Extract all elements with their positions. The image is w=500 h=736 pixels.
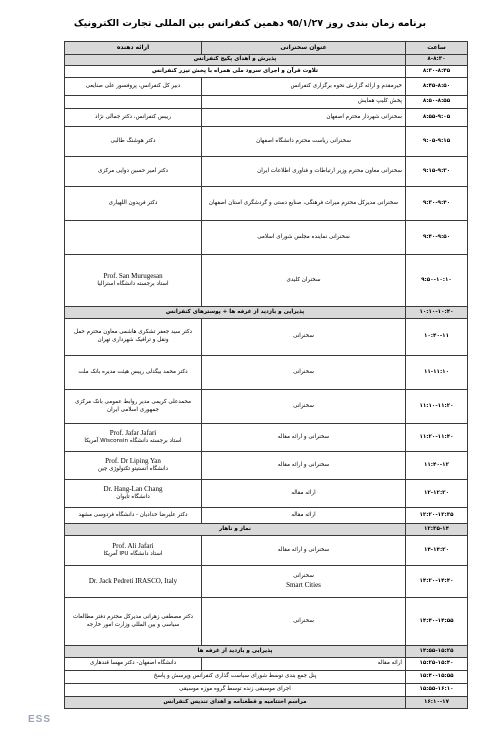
table-row	[65, 566, 468, 598]
topic-cell: پنل جمع بندی توسط شورای سیاست گذاری کنفرانس وپرسش و پاسخ	[65, 671, 406, 684]
table-row	[65, 671, 468, 684]
table-row	[65, 536, 468, 566]
topic-cell: ارائه مقاله	[202, 658, 406, 671]
time-cell: ۹:۴۰-۹:۵۰	[406, 221, 468, 255]
presenter-name-en: Dr. Jack Pedreti IRASCO, Italy	[88, 576, 178, 585]
time-cell: ۱۵:۲۵-۱۵:۴۰	[406, 658, 468, 671]
topic-cell: سخنرانی شهردار محترم اصفهان	[202, 109, 406, 127]
table-row	[65, 598, 468, 646]
schedule-table	[64, 41, 468, 709]
presenter-cell: دکتر امیر حسین دوایی مرکزی	[65, 157, 202, 187]
table-row	[65, 109, 468, 127]
topic-cell: سخنرانی	[202, 356, 406, 390]
topic-text-en: Smart Cities	[286, 580, 321, 589]
table-row	[65, 508, 468, 524]
presenter-affiliation: استاد برجسته دانشگاه Wisconsin آمریکا	[84, 438, 182, 445]
presenter-cell	[65, 536, 202, 566]
table-row	[65, 127, 468, 157]
topic-cell: سخنرانی و ارائه مقاله	[202, 452, 406, 480]
session-cell: تلاوت قرآن و اجرای سرود ملی همراه با پخش تیزر کنفرانس	[65, 66, 406, 78]
topic-cell: سخنرانی	[202, 598, 406, 646]
time-cell: ۱۲-۱۲:۲۰	[406, 480, 468, 508]
table-row	[65, 684, 468, 697]
time-cell: ۹:۵۰-۱۰:۱۰	[406, 255, 468, 307]
presenter-cell: دکتر هوشنگ طالبی	[65, 127, 202, 157]
presenter-cell: دکتر علیرضا حدادیان - دانشگاه فردوسی مشهد	[65, 508, 202, 524]
watermark-logo: ESS	[28, 714, 52, 725]
table-row	[65, 78, 468, 96]
time-cell: ۱۱:۴۰-۱۲	[406, 452, 468, 480]
topic-cell: پخش کلیپ همایش	[202, 96, 406, 109]
table-row	[65, 390, 468, 424]
presenter-cell: دکتر فریدون اللهیاری	[65, 187, 202, 221]
table-header-row	[65, 42, 468, 55]
presenter-cell: دانشگاه اصفهان- دکتر مهسا قندهاری	[65, 658, 202, 671]
header-presenter: ارائه دهنده	[65, 42, 202, 55]
topic-cell: سخنرانی و ارائه مقاله	[202, 424, 406, 452]
time-cell: ۱۴:۲۰-۱۴:۴۰	[406, 566, 468, 598]
time-cell: ۱۴-۱۴:۲۰	[406, 536, 468, 566]
presenter-cell: رییس کنفرانس، دکتر جمالی نژاد	[65, 109, 202, 127]
table-row	[65, 658, 468, 671]
table-row	[65, 524, 468, 536]
time-cell: ۱۲:۲۰-۱۲:۳۵	[406, 508, 468, 524]
presenter-cell: دکتر محمد بیگدلی رییس هیئت مدیره بانک ملت	[65, 356, 202, 390]
presenter-name-en: Prof. San Murugesan	[103, 272, 163, 280]
table-row	[65, 96, 468, 109]
session-cell: پذیرش و اهدای پکیج کنفرانس	[65, 55, 406, 66]
table-row	[65, 157, 468, 187]
presenter-affiliation: دانشگاه تایوان	[116, 494, 150, 501]
topic-cell: سخنرانی ریاست محترم دانشگاه اصفهان	[202, 127, 406, 157]
table-row	[65, 646, 468, 658]
topic-cell	[202, 566, 406, 598]
session-cell: پذیرایی و بازدید از غرفه ها	[65, 646, 406, 658]
time-cell: ۱۵:۴۰-۱۵:۵۵	[406, 671, 468, 684]
table-row	[65, 319, 468, 356]
presenter-cell: دبیر کل کنفرانس، پروفسور علی صنایعی	[65, 78, 202, 96]
topic-cell: سخنرانی مدیرکل محترم میراث فرهنگی، صنایع دستی و گردشگری استان اصفهان	[202, 187, 406, 221]
topic-cell: سخنرانی نماینده مجلس شورای اسلامی	[202, 221, 406, 255]
table-row	[65, 697, 468, 709]
time-cell: ۹:۰۵-۹:۱۵	[406, 127, 468, 157]
presenter-cell	[65, 452, 202, 480]
topic-cell: سخنرانی	[202, 390, 406, 424]
table-row	[65, 424, 468, 452]
table-row	[65, 66, 468, 78]
presenter-name-en: Prof. Ali Jafari	[112, 542, 154, 550]
time-cell: ۱۱:۲۰-۱۱:۴۰	[406, 424, 468, 452]
presenter-cell	[65, 424, 202, 452]
time-cell: ۸:۵۰-۸:۵۵	[406, 96, 468, 109]
presenter-name-en: Prof. Dr Liping Yan	[105, 457, 161, 465]
time-cell: ۸:۳۰-۸:۴۵	[406, 66, 468, 78]
presenter-cell: دکتر مصطفی زهرانی مدیرکل محترم دفتر مطالعات سیاسی و بین المللی وزارت امور خارجه	[65, 598, 202, 646]
presenter-name-en: Dr. Hang-Lan Chang	[103, 485, 163, 493]
time-cell: ۹:۳۰-۹:۴۰	[406, 187, 468, 221]
time-cell: ۹:۱۵-۹:۳۰	[406, 157, 468, 187]
presenter-affiliation: استاد دانشگاه IPU آمریکا	[103, 551, 163, 558]
topic-cell: اجرای موسیقی زنده توسط گروه موزه موسیقی	[65, 684, 406, 697]
time-cell: ۱۱-۱۱:۱۰	[406, 356, 468, 390]
presenter-cell: دکتر سید جعفر تشکری هاشمی معاون محترم حمل ونقل و ترافیک شهرداری تهران	[65, 319, 202, 356]
time-cell: ۱۱:۱۰-۱۱:۲۰	[406, 390, 468, 424]
topic-cell: سخنران کلیدی	[202, 255, 406, 307]
time-cell: ۸-۸:۳۰	[406, 55, 468, 66]
presenter-name-en: Prof. Jafar Jafari	[109, 429, 157, 437]
header-topic: عنوان سخنرانی	[202, 42, 406, 55]
header-time: ساعت	[406, 42, 468, 55]
presenter-affiliation: دانشگاه انستیتو تکنولوژی چین	[97, 466, 168, 473]
presenter-cell	[65, 255, 202, 307]
topic-cell: ارائه مقاله	[202, 480, 406, 508]
time-cell: ۱۴:۵۵-۱۵:۲۵	[406, 646, 468, 658]
presenter-cell	[65, 221, 202, 255]
table-row	[65, 187, 468, 221]
table-row	[65, 480, 468, 508]
time-cell: ۱۶:۱۰-۱۷	[406, 697, 468, 709]
topic-cell: خیرمقدم و ارائه گزارش نحوه برگزاری کنفرانس	[202, 78, 406, 96]
topic-cell: سخنرانی معاون محترم وزیر ارتباطات و فناوری اطلاعات ایران	[202, 157, 406, 187]
table-row	[65, 356, 468, 390]
table-row	[65, 255, 468, 307]
presenter-cell	[65, 96, 202, 109]
time-cell: ۱۰:۴۰-۱۱	[406, 319, 468, 356]
table-row	[65, 307, 468, 319]
session-cell: پذیرایی و بازدید از غرفه ها + پوسترهای کنفرانس	[65, 307, 406, 319]
document-title: برنامه زمان بندی روز ۹۵/۱/۲۷ دهمین کنفرانس بین المللی تجارت الکترونیک	[73, 18, 427, 29]
table-row	[65, 55, 468, 66]
presenter-cell	[65, 480, 202, 508]
topic-cell: سخنرانی	[202, 319, 406, 356]
time-cell: ۸:۵۵-۹:۰۵	[406, 109, 468, 127]
time-cell: ۸:۴۵-۸:۵۰	[406, 78, 468, 96]
topic-cell: سخنرانی و ارائه مقاله	[202, 536, 406, 566]
presenter-cell: محمدعلی کریمی مدیر روابط عمومی بانک مرکزی جمهوری اسلامی ایران	[65, 390, 202, 424]
topic-text: سخنرانی	[293, 573, 314, 579]
topic-cell: ارائه مقاله	[202, 508, 406, 524]
session-cell: مراسم اختتامیه و قطعنامه و اهدای تندیس کنفرانس	[65, 697, 406, 709]
table-row	[65, 221, 468, 255]
session-cell: نماز و ناهار	[65, 524, 406, 536]
presenter-affiliation: استاد برجسته دانشگاه استرالیا	[97, 281, 169, 288]
table-row	[65, 452, 468, 480]
time-cell: ۱۴:۴۰-۱۴:۵۵	[406, 598, 468, 646]
presenter-cell	[65, 566, 202, 598]
time-cell: ۱۲:۳۵-۱۴	[406, 524, 468, 536]
time-cell: ۱۰:۱۰-۱۰:۴۰	[406, 307, 468, 319]
time-cell: ۱۵:۵۵-۱۶:۱۰	[406, 684, 468, 697]
